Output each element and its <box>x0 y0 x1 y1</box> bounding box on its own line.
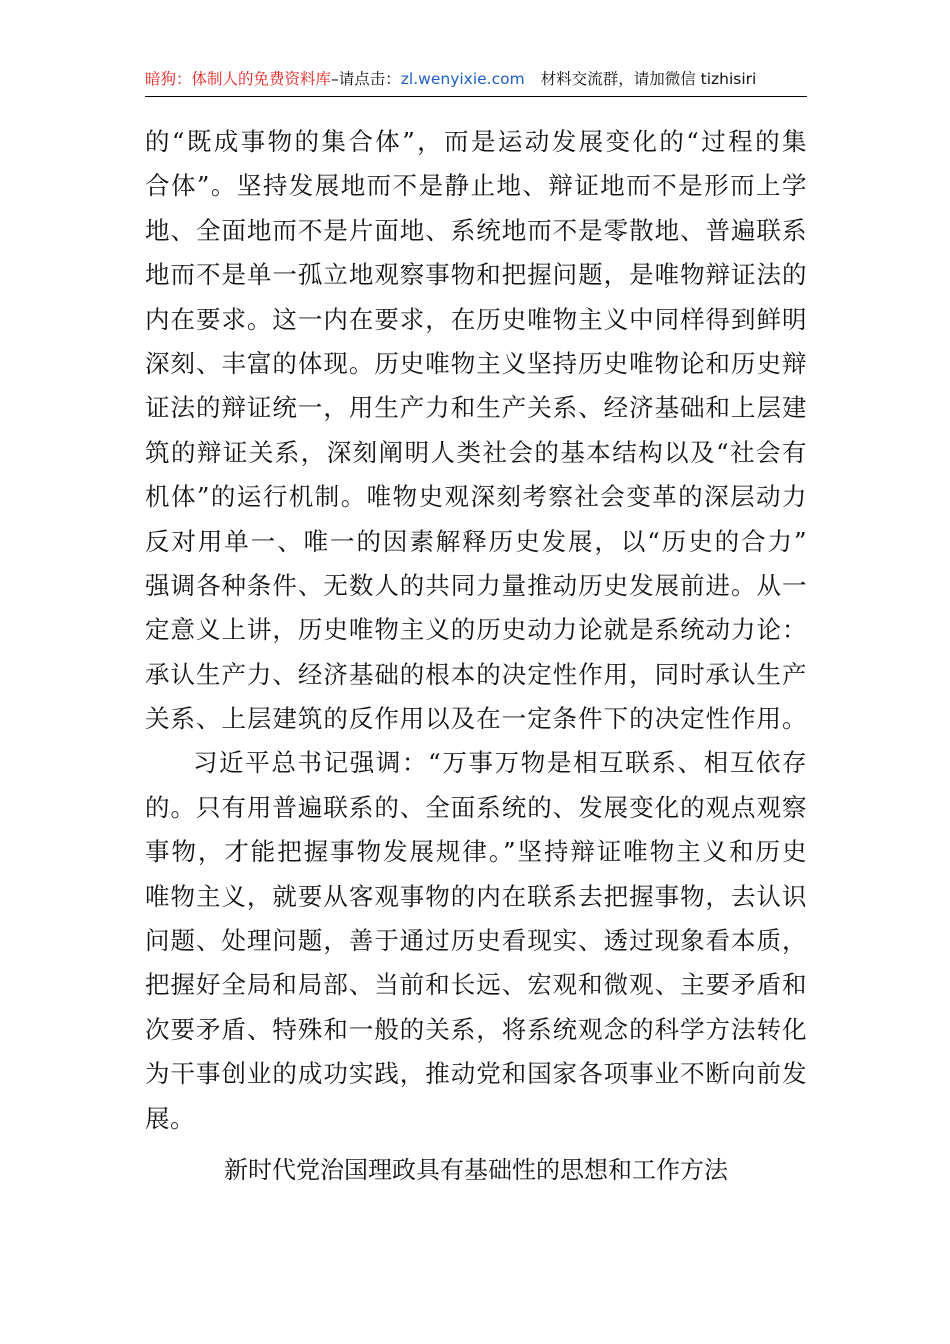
header-click-text: –请点击： <box>331 70 401 88</box>
text-line: 地而不是单一孤立地观察事物和把握问题，是唯物辩证法的 <box>145 260 807 290</box>
text-line: 证法的辩证统一，用生产力和生产关系、经济基础和上层建 <box>145 393 807 423</box>
text-line: 事物，才能把握事物发展规律。”坚持辩证唯物主义和历史 <box>145 837 807 867</box>
text-line: 唯物主义，就要从客观事物的内在联系去把握事物，去认识 <box>145 881 807 911</box>
header-site-name: 暗狗：体制人的免费资料库 <box>145 70 332 88</box>
page-header <box>145 64 807 97</box>
text-line: 合体”。坚持发展地而不是静止地、辩证地而不是形而上学 <box>145 171 807 201</box>
text-line: 的。只有用普遍联系的、全面系统的、发展变化的观点观察 <box>145 792 807 822</box>
text-line: 机体”的运行机制。唯物史观深刻考察社会变革的深层动力 <box>145 482 807 512</box>
text-line: 定意义上讲，历史唯物主义的历史动力论就是系统动力论： <box>145 615 807 645</box>
section-heading: 新时代党治国理政具有基础性的思想和工作方法 <box>224 1156 728 1184</box>
text-line: 地、全面地而不是片面地、系统地而不是零散地、普遍联系 <box>145 215 807 245</box>
text-line: 内在要求。这一内在要求，在历史唯物主义中同样得到鲜明 <box>145 304 807 334</box>
header-url-link[interactable]: zl.wenyixie.com <box>400 70 525 88</box>
text-line: 习近平总书记强调：“万事万物是相互联系、相互依存 <box>193 748 807 778</box>
text-line: 的“既成事物的集合体”，而是运动发展变化的“过程的集 <box>145 127 807 156</box>
text-line: 承认生产力、经济基础的根本的决定性作用，同时承认生产 <box>145 659 807 689</box>
text-line: 把握好全局和局部、当前和长远、宏观和微观、主要矛盾和 <box>145 970 807 1000</box>
text-line: 反对用单一、唯一的因素解释历史发展，以“历史的合力” <box>145 526 807 556</box>
text-line: 强调各种条件、无数人的共同力量推动历史发展前进。从一 <box>145 570 807 600</box>
text-line: 展。 <box>145 1103 195 1133</box>
text-line: 次要矛盾、特殊和一般的关系，将系统观念的科学方法转化 <box>145 1014 807 1044</box>
text-line: 深刻、丰富的体现。历史唯物主义坚持历史唯物论和历史辩 <box>145 348 807 378</box>
text-line: 筑的辩证关系，深刻阐明人类社会的基本结构以及“社会有 <box>145 437 807 467</box>
body-text <box>145 120 807 1141</box>
text-line: 为干事创业的成功实践，推动党和国家各项事业不断向前发 <box>145 1059 807 1089</box>
text-line: 关系、上层建筑的反作用以及在一定条件下的决定性作用。 <box>145 704 807 734</box>
text-line: 问题、处理问题，善于通过历史看现实、透过现象看本质， <box>145 926 807 956</box>
header-group-text: 材料交流群，请加微信 tizhisiri <box>540 70 757 88</box>
